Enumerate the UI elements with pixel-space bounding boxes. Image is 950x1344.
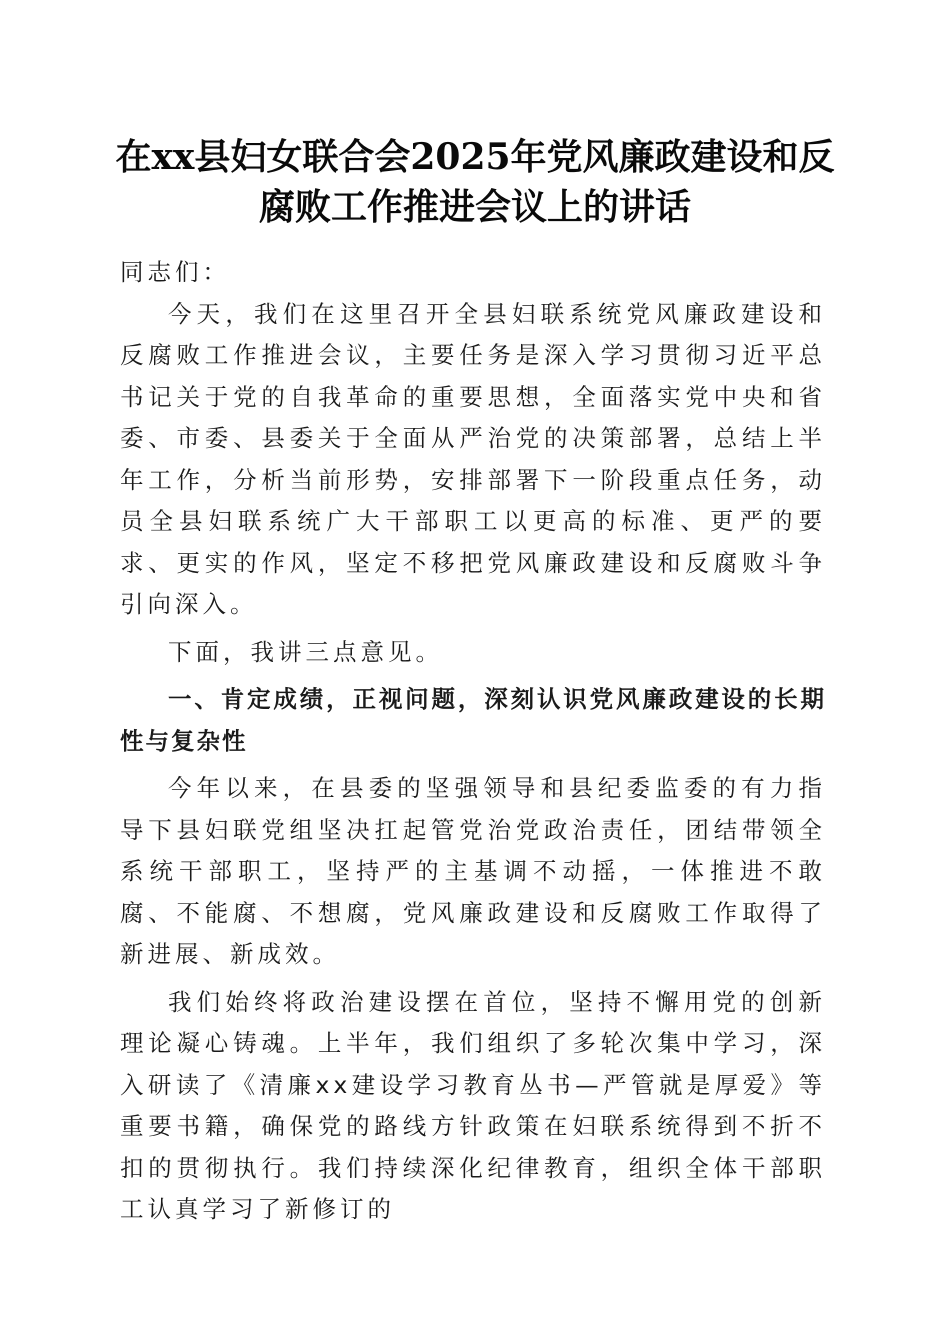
salutation: 同志们： [120, 258, 230, 286]
title-line-1: 在xx县妇女联合会2025年党风廉政建设和反 [115, 136, 835, 178]
section-1-paragraph-2: 我们始终将政治建设摆在首位，坚持不懈用党的创新理论凝心铸魂。上半年，我们组织了多轮次集中学习，深入研读了《清廉xx建设学习教育丛书—严管就是厚爱》等重要书籍，确保党的路线方针政策在妇联系统得到不折不扣的贯彻执行。我们持续深化纪律教育，组织全体干部职工认真学习了新修订的 [120, 987, 826, 1223]
paragraph-outline: 下面，我讲三点意见。 [168, 637, 443, 666]
document-body [120, 252, 826, 1231]
document-title [110, 132, 840, 232]
title-line-2: 腐败工作推进会议上的讲话 [258, 186, 691, 228]
section-1-heading: 一、肯定成绩，正视问题，深刻认识党风廉政建设的长期性与复杂性 [120, 685, 826, 755]
section-1-paragraph-1: 今年以来，在县委的坚强领导和县纪委监委的有力指导下县妇联党组坚决扛起管党治党政治责任，团结带领全系统干部职工，坚持严的主基调不动摇，一体推进不敢腐、不能腐、不想腐，党风廉政建设和反腐败工作取得了新进展、新成效。 [120, 774, 826, 968]
paragraph-intro: 今天，我们在这里召开全县妇联系统党风廉政建设和反腐败工作推进会议，主要任务是深入学习贯彻习近平总书记关于党的自我革命的重要思想，全面落实党中央和省委、市委、县委关于全面从严治党的决策部署，总结上半年工作，分析当前形势，安排部署下一阶段重点任务，动员全县妇联系统广大干部职工以更高的标准、更严的要求、更实的作风，坚定不移把党风廉政建设和反腐败斗争引向深入。 [120, 299, 826, 618]
